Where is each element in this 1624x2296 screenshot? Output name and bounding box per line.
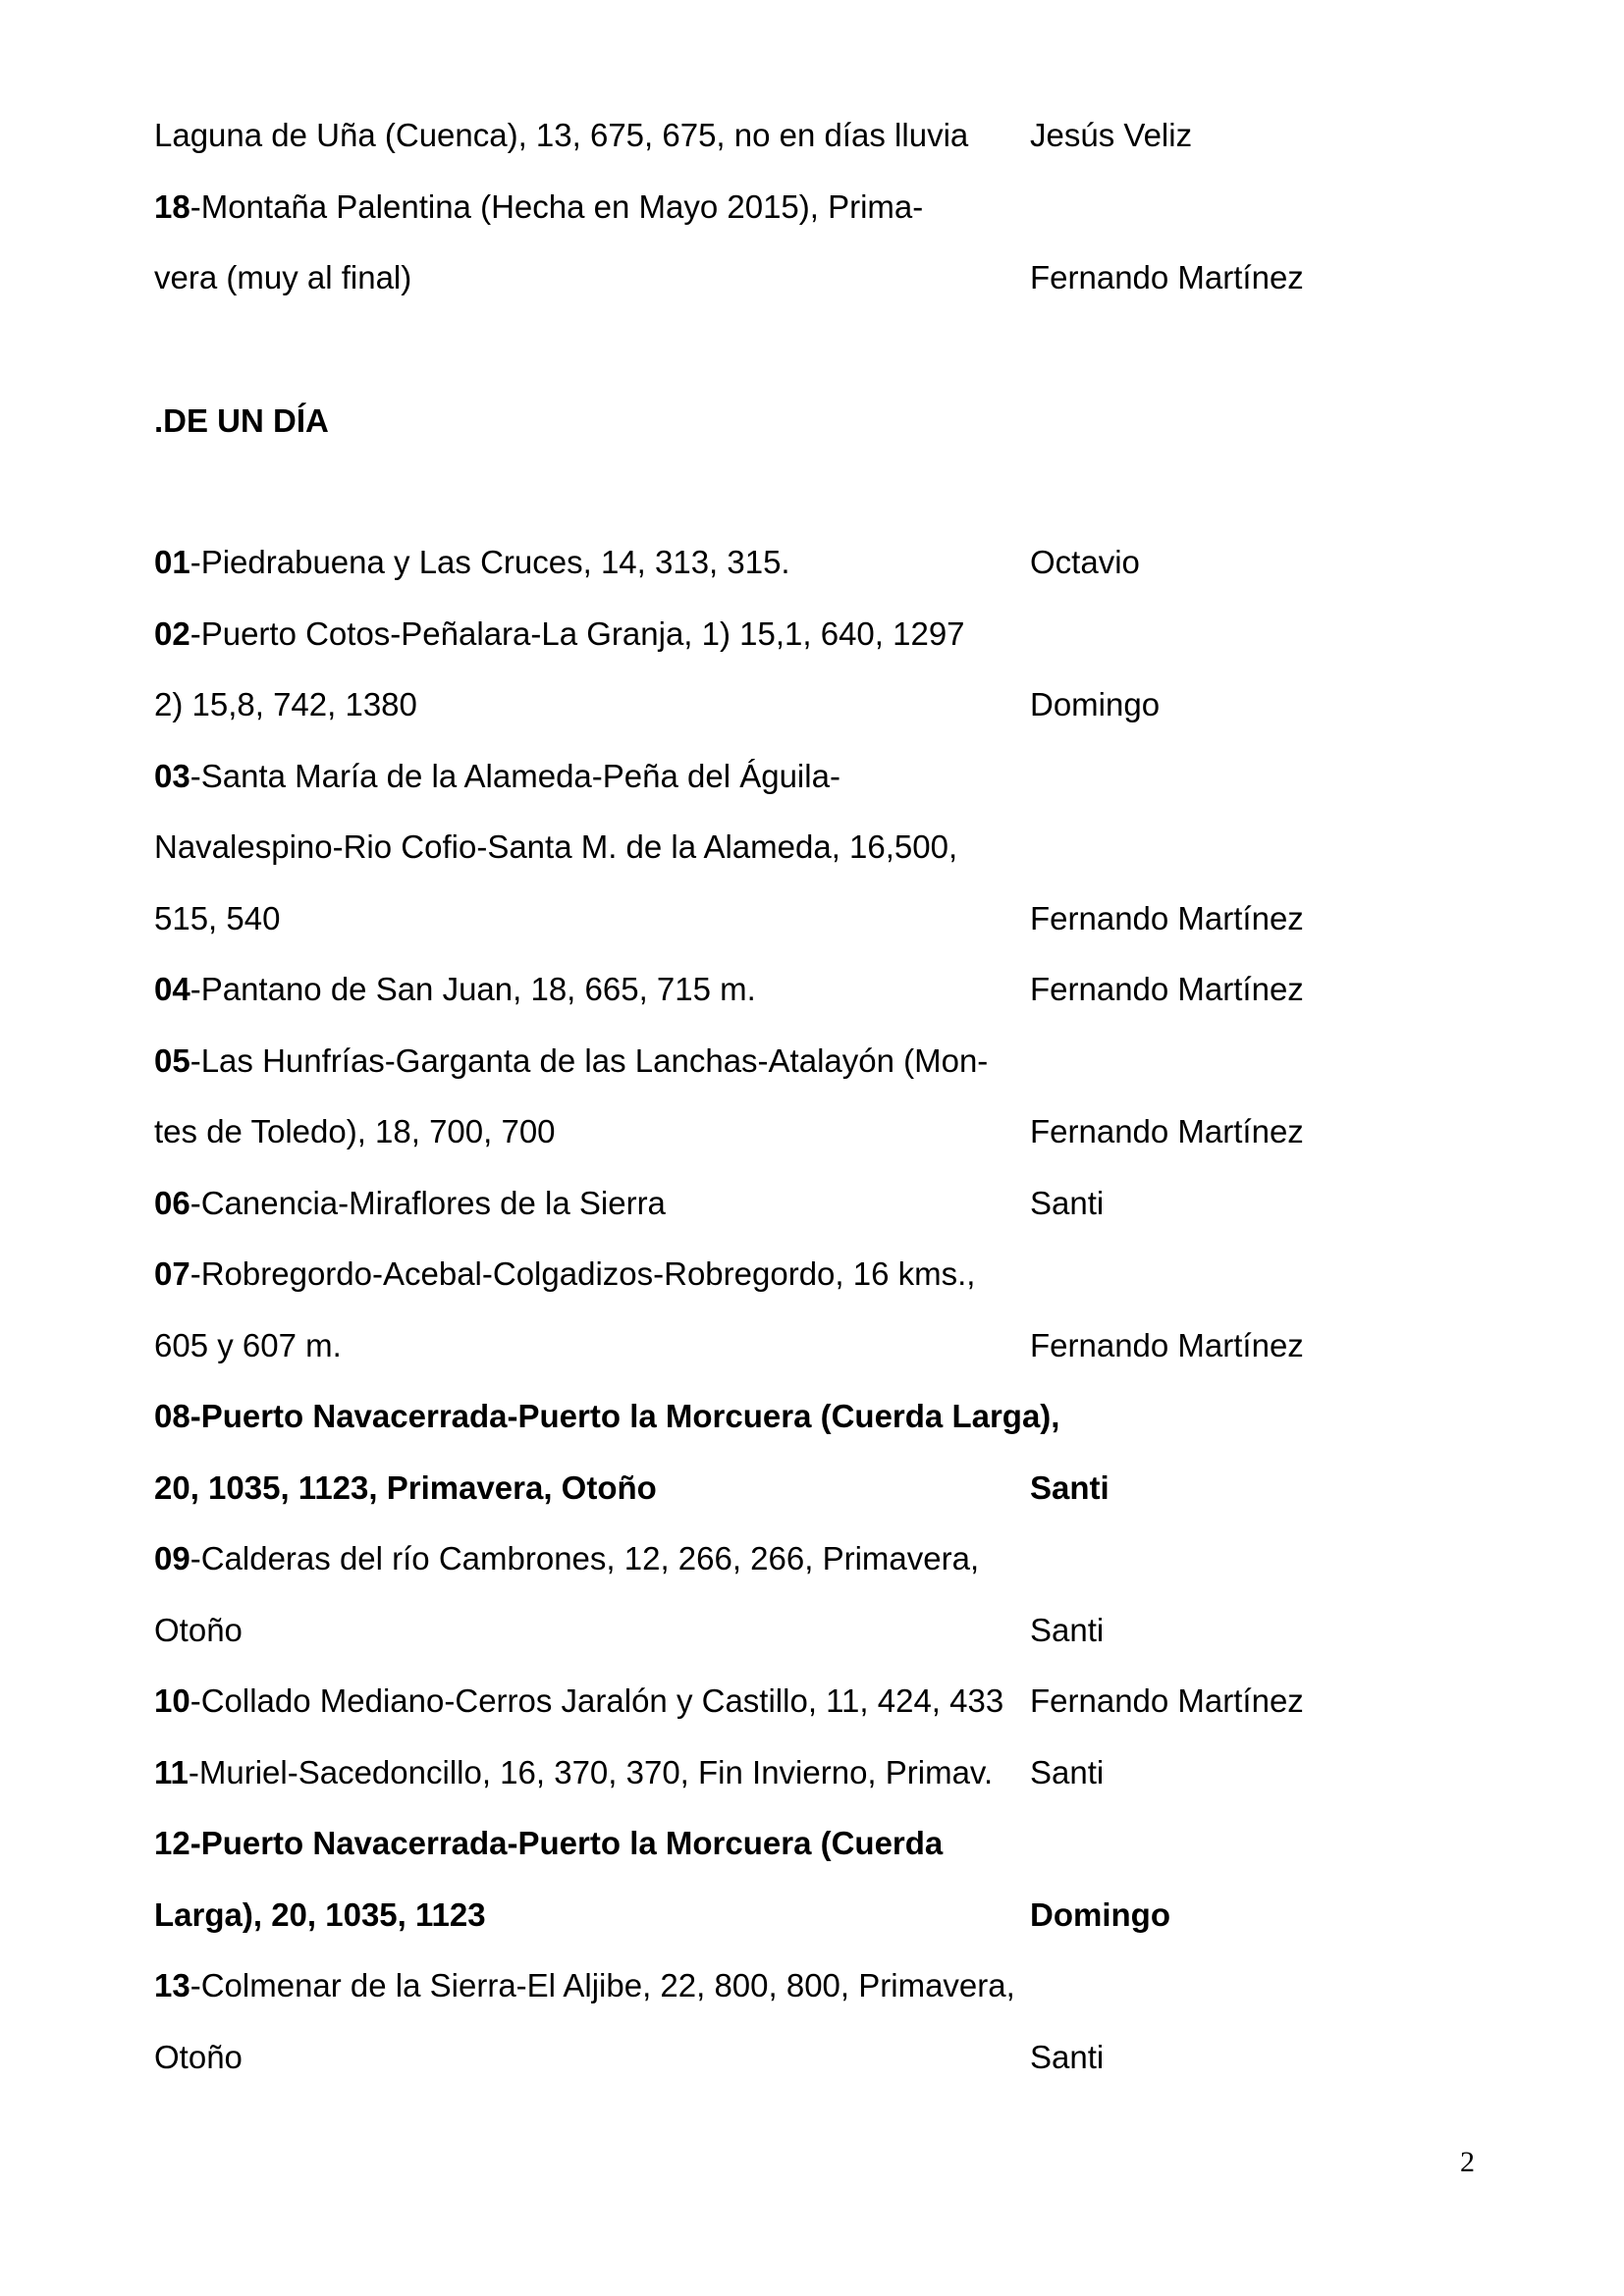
entry-line [154,1464,1431,1513]
entry-line [154,1819,1431,1868]
entry-line [154,1534,1431,1583]
entry-line [154,1321,1431,1370]
entry-number: 07 [154,1255,190,1292]
entry-line [154,1961,1431,2010]
entry-text: 12-Puerto Navacerrada-Puerto la Morcuera (Cuerda [154,1825,944,1861]
entry-guide: Fernando Martínez [1030,259,1304,295]
entry-text: -Collado Mediano-Cerros Jaralón y Castillo, 11, 424, 433 [189,1682,1004,1719]
entry-description [154,1107,556,1156]
entry-description [154,1534,979,1583]
entry-description [154,183,923,232]
entry-number: 09 [154,1540,190,1576]
entry-guide: Santi [1030,1468,1110,1506]
entry-text: -Las Hunfrías-Garganta de las Lanchas-Atalayón (Mon- [189,1041,989,1079]
entry-text: 08-Puerto Navacerrada-Puerto la Morcuera (Cuerda Larga), [154,1398,1060,1434]
entry-text: tes de Toledo), 18, 700, 700 [154,1113,556,1149]
entry-line [154,752,1431,801]
entry-text: -Robregordo-Acebal-Colgadizos-Robregordo, 16 kms., [189,1255,976,1292]
entry-text: Navalespino-Rio Cofio-Santa M. de la Alameda, 16,500, [154,828,958,865]
entry-text: Laguna de Uña (Cuenca), 13, 675, 675, no en días lluvia [154,117,969,153]
entry-number: 18 [154,187,190,225]
entry-line [154,111,1431,160]
entry-line [154,1606,1431,1655]
entry-text: 515, 540 [154,899,281,936]
entry-description [154,965,756,1014]
entry-line [154,1037,1431,1086]
entry-line [154,183,1431,232]
entry-number: 04 [154,971,190,1007]
entry-text: -Canencia-Miraflores de la Sierra [189,1184,666,1221]
entry-text: -Montaña Palentina (Hecha en Mayo 2015), Prima- [189,187,924,225]
entry-description [154,823,957,872]
page-number: 2 [1460,2146,1475,2178]
entry-line [154,610,1431,659]
entry-text: 605 y 607 m. [154,1326,342,1363]
entry-text: Larga), 20, 1035, 1123 [154,1896,486,1933]
entry-description [154,1677,1003,1726]
entry-text: -Muriel-Sacedoncillo, 16, 370, 370, Fin Invierno, Primav. [188,1753,994,1790]
entry-guide: Santi [1030,2038,1105,2075]
entry-number: 05 [154,1041,190,1079]
entry-text: 20, 1035, 1123, Primavera, Otoño [154,1468,657,1506]
entry-line [154,894,1431,943]
entry-number: 03 [154,757,190,794]
entry-number: 02 [154,614,190,652]
entry-text: Otoño [154,1611,243,1648]
entry-number: 01 [154,544,190,580]
entry-text: -Piedrabuena y Las Cruces, 14, 313, 315. [189,544,790,580]
entry-guide: Santi [1030,1184,1105,1221]
entry-description [154,610,965,659]
entry-line [154,253,1431,302]
entry-guide: Domingo [1030,1896,1170,1933]
entry-line [154,1392,1431,1441]
entry-number: 06 [154,1184,190,1221]
entry-line [154,965,1431,1014]
entry-description [154,1321,342,1370]
entry-line [154,823,1431,872]
entry-guide: Jesús Veliz [1030,117,1193,153]
entry-description [154,1891,486,1940]
entry-guide: Octavio [1030,544,1140,580]
entry-text: 2) 15,8, 742, 1380 [154,686,417,722]
entry-guide: Fernando Martínez [1030,1682,1304,1719]
entry-description [154,1179,666,1228]
entry-text: -Colmenar de la Sierra-El Aljibe, 22, 800, 800, Primavera, [189,1967,1015,2003]
entry-description [154,1961,1015,2010]
entry-description [154,2033,243,2082]
entry-number: 11 [154,1753,189,1790]
entry-description [154,111,968,160]
entry-line [154,680,1431,729]
entry-description [154,1392,1059,1441]
entry-text: -Calderas del río Cambrones, 12, 266, 266, Primavera, [189,1540,980,1576]
entry-line [154,1891,1431,1940]
entry-line [154,538,1431,587]
entry-description [154,1748,993,1797]
entry-line [154,2033,1431,2082]
entry-guide: Fernando Martínez [1030,1326,1304,1363]
entry-line [154,1179,1431,1228]
entry-description [154,680,417,729]
entry-line [154,1250,1431,1299]
entry-description [154,1250,975,1299]
entry-line [154,1107,1431,1156]
entry-line [154,1748,1431,1797]
entry-guide: Santi [1030,1753,1105,1790]
entry-number: 13 [154,1967,190,2003]
entry-text: -Pantano de San Juan, 18, 665, 715 m. [189,971,756,1007]
entry-description [154,1606,243,1655]
entry-guide: Santi [1030,1611,1105,1648]
entry-text: -Santa María de la Alameda-Peña del Águila- [189,757,840,794]
entry-guide: Domingo [1030,686,1161,722]
entry-description [154,1819,943,1868]
entry-text: -Puerto Cotos-Peñalara-La Granja, 1) 15,1, 640, 1297 [189,614,965,652]
entry-description [154,1464,657,1513]
entry-guide: Fernando Martínez [1030,971,1304,1007]
entry-text: Otoño [154,2038,243,2075]
entry-description [154,894,280,943]
entry-line [154,1677,1431,1726]
entry-number: 10 [154,1682,190,1719]
section-heading: .DE UN DÍA [154,402,329,439]
entry-description [154,253,411,302]
entry-description [154,752,840,801]
entry-description [154,1037,988,1086]
entry-description [154,538,790,587]
entry-text: vera (muy al final) [154,259,412,295]
entry-guide: Fernando Martínez [1030,899,1304,936]
entry-guide: Fernando Martínez [1030,1113,1304,1149]
